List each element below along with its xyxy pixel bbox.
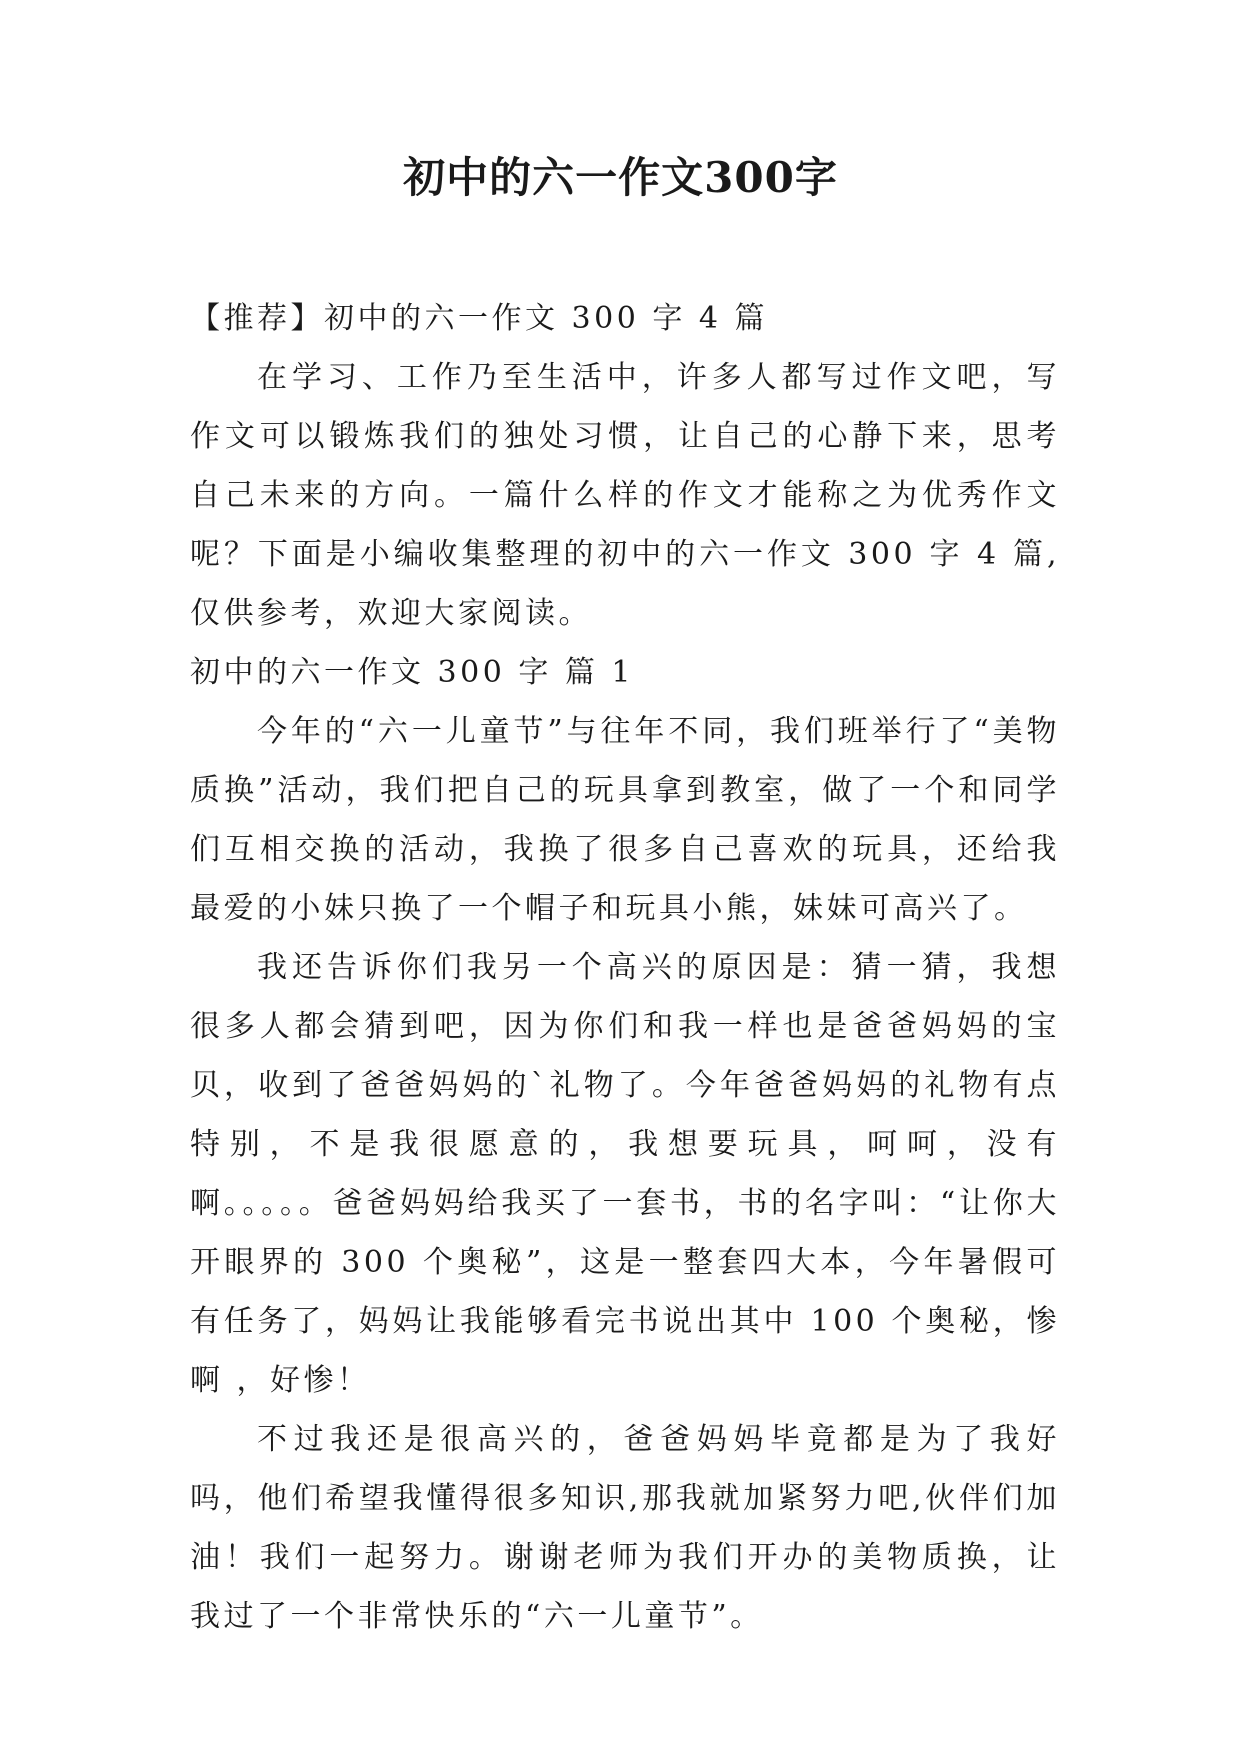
body-paragraph-1: 今年的“六一儿童节”与往年不同，我们班举行了“美物质换”活动，我们把自己的玩具拿到教室，做了一个和同学们互相交换的活动，我换了很多自己喜欢的玩具，还给我最爱的小妹只换了一个帽子和玩具小熊，妹妹可高兴了。 bbox=[190, 714, 1060, 926]
body-paragraph-3: 不过我还是很高兴的，爸爸妈妈毕竟都是为了我好吗，他们希望我懂得很多知识,那我就加紧努力吧,伙伴们加油！我们一起努力。谢谢老师为我们开办的美物质换，让我过了一个非常快乐的“六一儿童节”。 bbox=[190, 1422, 1060, 1634]
intro-paragraph: 在学习、工作乃至生活中，许多人都写过作文吧，写作文可以锻炼我们的独处习惯，让自己的心静下来，思考自己未来的方向。一篇什么样的作文才能称之为优秀作文呢？下面是小编收集整理的初中的六一作文 300 字 4 篇,仅供参考，欢迎大家阅读。 bbox=[190, 360, 1060, 631]
recommend-line: 【推荐】初中的六一作文 300 字 4 篇 bbox=[190, 301, 768, 336]
section-heading: 初中的六一作文 300 字 篇 1 bbox=[190, 655, 634, 690]
document-body bbox=[190, 289, 1060, 1646]
document-title: 初中的六一作文300字 bbox=[403, 153, 838, 202]
body-paragraph-2: 我还告诉你们我另一个高兴的原因是：猜一猜，我想很多人都会猜到吧，因为你们和我一样也是爸爸妈妈的宝贝，收到了爸爸妈妈的`礼物了。今年爸爸妈妈的礼物有点特别，不是我很愿意的，我想要玩具，呵呵，没有啊。。。。。爸爸妈妈给我买了一套书，书的名字叫：“让你大开眼界的 300 个奥秘”，这是一整套四大本，今年暑假可有任务了，妈妈让我能够看完书说出其中 100 个奥秘，惨啊 ，好惨！ bbox=[190, 950, 1060, 1398]
